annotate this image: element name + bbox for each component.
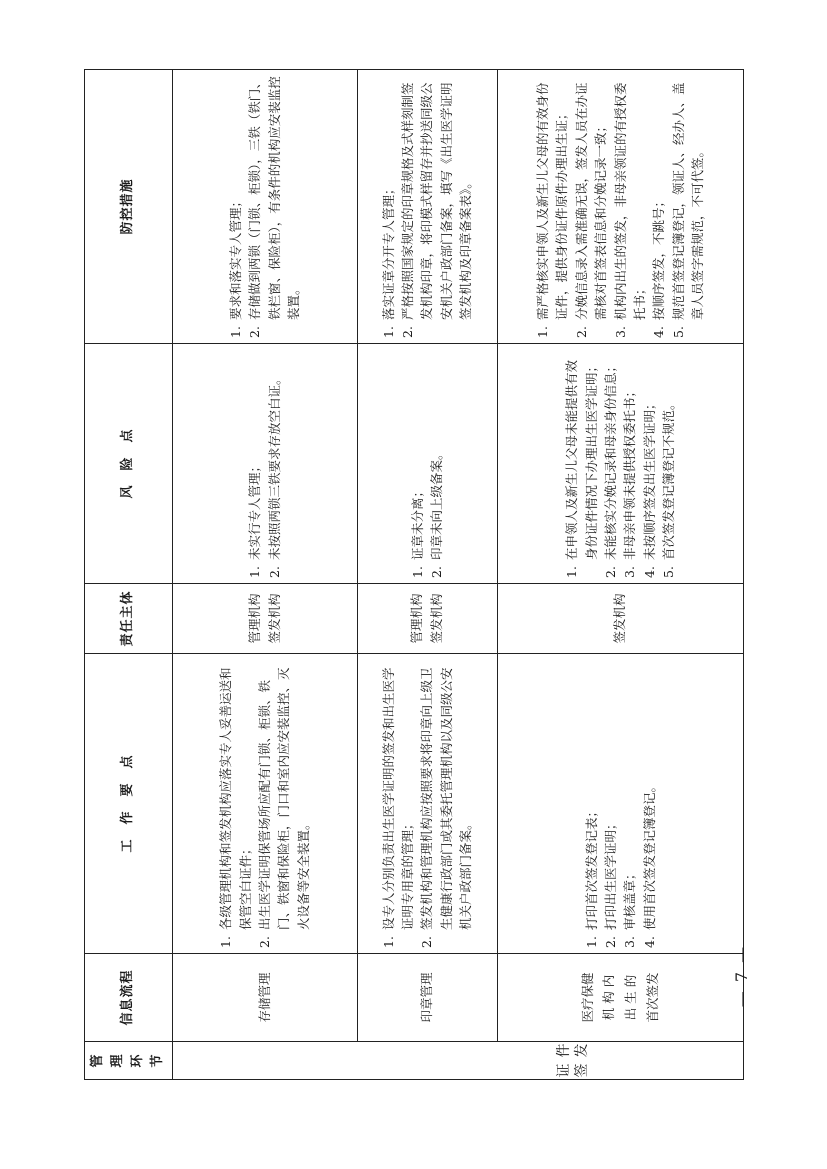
list-item: 2. 分娩信息录入需准确无误，签发人员在办证需核对首签表信息和分娩记录一致； — [573, 82, 609, 338]
header-info-flow: 信息流程 — [85, 954, 173, 1042]
measures-cell — [357, 70, 497, 344]
list-item: 2. 未能核实分娩记录和母亲身份信息； — [602, 359, 618, 578]
list-item: 5. 规范首签登记簿登记，领证人、经办人、盖章人员签字需规范，不可代签。 — [670, 82, 706, 338]
process-line: 机 构 内 — [601, 974, 617, 1021]
process-line: 首次签发 — [645, 972, 661, 1023]
process-cell — [497, 954, 743, 1042]
list-item: 1. 打印首次签发登记表； — [583, 804, 599, 948]
process-cell: 印章管理 — [357, 954, 497, 1042]
list-item: 2. 印章未向上级备案。 — [429, 447, 445, 578]
list-item: 2. 出生医学证明保管场所应配有门锁、柜锁、铁门、铁窗和保险柜，门口和室内应安装监控、灭火设备等安全装置。 — [256, 667, 311, 948]
page-number: — 7 — — [732, 944, 751, 1008]
section-name — [555, 1043, 591, 1078]
work-points-cell — [357, 654, 497, 954]
list-item: 4. 未按顺序签发出生医学证明； — [641, 397, 657, 578]
measures-cell — [172, 70, 357, 344]
list-item: 3. 审核盖章； — [622, 867, 638, 948]
section-char: 件 — [555, 1043, 572, 1058]
subject-cell — [172, 584, 357, 654]
list-item: 4. 按顺序签发，不跳号； — [651, 194, 667, 338]
list-item: 2. 签发机构和管理机构应按照要求将印章向上级卫生健康行政部门或其委托管理机构以及同级公安机关户政部门备案。 — [419, 667, 474, 948]
risk-cell — [357, 344, 497, 584]
list-item: 2. 严格按照国家规定的印章规格及式样刻制签发机构印章，将印模式样留存并抄送同级公安机关户政部门备案，填写《出生医学证明签发机构及印章备案表》。 — [400, 82, 474, 338]
list-item: 3. 非母亲申领未提供授权委托书； — [622, 384, 638, 578]
header-responsible-party: 责任主体 — [85, 584, 173, 654]
work-points-cell — [172, 654, 357, 954]
table-header-row — [85, 70, 173, 1080]
list-item: 1. 未实行专人管理； — [247, 459, 263, 578]
risk-cell — [497, 344, 743, 584]
list-item: 1. 证章未分离； — [409, 484, 425, 578]
list-item: 2. 存储做到两锁（门锁、柜锁），三铁（铁门、铁栏窗、保险柜），有条件的机构应安装监控装置。 — [247, 76, 301, 338]
header-management-stage: 管理环节 — [85, 1042, 173, 1080]
subject-line: 签发机构 — [429, 593, 445, 644]
subject-cell — [357, 584, 497, 654]
header-control-measures: 防控措施 — [85, 70, 173, 344]
table-row — [497, 70, 743, 1080]
list-item: 1. 设专人分别负责出生医学证明的签发和出生医学证明专用章的管理； — [380, 667, 415, 948]
section-char: 发 — [573, 1043, 590, 1058]
subject-line: 管理机构 — [246, 593, 262, 644]
section-char: 签 — [573, 1063, 590, 1078]
work-points-cell — [497, 654, 743, 954]
list-item: 2. 打印出生医学证明； — [602, 817, 618, 948]
header-work-points: 工 作 要 点 — [85, 654, 173, 954]
subject-line: 签发机构 — [266, 593, 282, 644]
measures-cell — [497, 70, 743, 344]
subject-line: 签发机构 — [612, 593, 628, 644]
process-line: 医疗保健 — [579, 972, 595, 1023]
list-item: 4. 使用首次签发登记簿登记。 — [641, 779, 657, 948]
process-cell: 存储管理 — [172, 954, 357, 1042]
risk-cell — [172, 344, 357, 584]
list-item: 1. 要求和落实专人管理； — [227, 194, 243, 338]
table-row — [172, 70, 357, 1080]
list-item: 1. 在申领人及新生儿父母未能提供有效身份证件情况下办理出生医学证明； — [564, 359, 599, 578]
risk-control-table — [84, 69, 744, 1080]
list-item: 3. 机构内出生的签发，非母亲领证的有授权委托书； — [612, 82, 647, 338]
section-char: 证 — [555, 1063, 572, 1078]
subject-line: 管理机构 — [409, 593, 425, 644]
subject-cell — [497, 584, 743, 654]
process-line: 出 生 的 — [623, 974, 639, 1021]
list-item: 5. 首次签发登记簿登记不规范。 — [661, 397, 677, 578]
rotated-page-content — [84, 70, 744, 1080]
section-cell — [172, 1042, 743, 1080]
list-item: 2. 未按照两锁三铁要求存放空白证。 — [266, 372, 282, 578]
list-item: 1. 落实证章分开专人管理； — [380, 182, 396, 338]
list-item: 1. 各级管理机构和签发机构应落实专人妥善运送和保管空白证件； — [218, 667, 253, 948]
table-row — [357, 70, 497, 1080]
list-item: 1. 需严格核实申领人及新生儿父母的有效身份证件，提供身份证件原件办理出生证； — [535, 82, 570, 338]
header-risk-points: 风 险 点 — [85, 344, 173, 584]
